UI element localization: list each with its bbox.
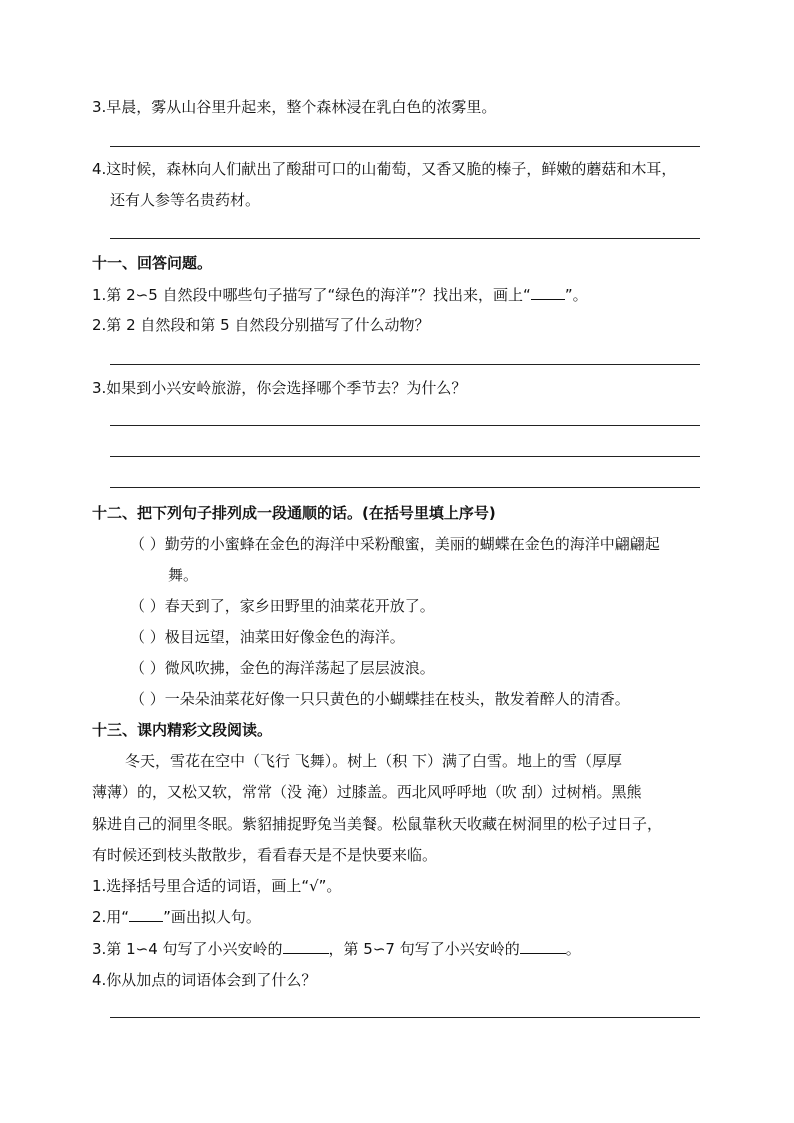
answer-line[interactable] xyxy=(110,146,700,147)
answer-line[interactable] xyxy=(110,425,700,426)
q10-item4-line1: 4.这时候，森林向人们献出了酸甜可口的山葡萄，又香又脆的榛子，鲜嫩的蘑菇和木耳， xyxy=(92,160,677,178)
q12-option-text: 一朵朵油菜花好像一只只黄色的小蝴蝶挂在枝头，散发着醉人的清香。 xyxy=(164,690,630,708)
q11-item2: 2.第 2 自然段和第 5 自然段分别描写了什么动物？ xyxy=(92,316,430,334)
answer-line[interactable] xyxy=(110,364,700,365)
answer-line[interactable] xyxy=(110,1017,700,1018)
q13-item4: 4.你从加点的词语体会到了什么？ xyxy=(92,971,317,989)
q12-option-4 xyxy=(130,658,435,678)
order-blank[interactable]: （ ） xyxy=(130,597,165,615)
passage-line: 薄薄）的，又松又软，常常（没 淹）过膝盖。西北风呼呼地（吹 刮）过树梢。黑熊 xyxy=(92,783,642,801)
q12-heading-text: 十二、把下列句子排列成一段通顺的话。 xyxy=(92,504,363,522)
q13-heading: 十三、课内精彩文段阅读。 xyxy=(92,721,273,739)
q12-option-text: 极目远望，油菜田好像金色的海洋。 xyxy=(164,628,405,646)
q12-option-1 xyxy=(130,534,660,554)
q11-item1-text: 1.第 2∽5 自然段中哪些句子描写了“绿色的海洋”？找出来，画上“ xyxy=(92,286,531,304)
q12-option-1-cont: 舞。 xyxy=(168,566,199,584)
q12-option-text: 春天到了，家乡田野里的油菜花开放了。 xyxy=(164,597,435,615)
q12-option-2 xyxy=(130,596,435,616)
q12-option-text: 微风吹拂，金色的海洋荡起了层层波浪。 xyxy=(164,659,435,677)
order-blank[interactable]: （ ） xyxy=(130,628,165,646)
q12-heading-note: (在括号里填上序号) xyxy=(362,504,496,522)
answer-line[interactable] xyxy=(110,487,700,488)
q11-heading: 十一、回答问题。 xyxy=(92,254,213,272)
q12-heading xyxy=(92,503,496,523)
q12-option-5 xyxy=(130,689,630,709)
underline-sample xyxy=(531,285,565,300)
q11-item1 xyxy=(92,285,588,305)
q13-item3-text: 3.第 1∽4 句写了小兴安岭的 xyxy=(92,940,283,958)
answer-line[interactable] xyxy=(110,456,700,457)
answer-line[interactable] xyxy=(110,238,700,239)
q12-option-3 xyxy=(130,627,405,647)
passage-line: 有时候还到枝头散散步，看看春天是不是快要来临。 xyxy=(92,846,438,864)
fill-blank[interactable] xyxy=(283,939,329,954)
q13-item1: 1.选择括号里合适的词语，画上“√”。 xyxy=(92,877,342,895)
q11-item3: 3.如果到小兴安岭旅游，你会选择哪个季节去？为什么？ xyxy=(92,379,467,397)
q13-item2-text: 2.用“ xyxy=(92,908,130,926)
q10-item4-line2: 还有人参等名贵药材。 xyxy=(110,191,261,209)
q13-item2 xyxy=(92,907,261,927)
q13-item3-text: ，第 5∽7 句写了小兴安岭的 xyxy=(328,940,520,958)
passage-line: 冬天，雪花在空中（飞行 飞舞）。树上（积 下）满了白雪。地上的雪（厚厚 xyxy=(125,752,623,770)
q10-item3: 3.早晨，雾从山谷里升起来，整个森林浸在乳白色的浓雾里。 xyxy=(92,98,497,116)
order-blank[interactable]: （ ） xyxy=(130,659,165,677)
order-blank[interactable]: （ ） xyxy=(130,690,165,708)
fill-blank[interactable] xyxy=(520,939,566,954)
q12-option-text: 勤劳的小蜜蜂在金色的海洋中采粉酿蜜，美丽的蝴蝶在金色的海洋中翩翩起 xyxy=(164,535,660,553)
q13-item2-end: ”画出拟人句。 xyxy=(163,908,261,926)
passage-line: 躲进自己的洞里冬眠。紫貂捕捉野兔当美餐。松鼠靠秋天收藏在树洞里的松子过日子， xyxy=(92,815,663,833)
underline-sample xyxy=(129,907,163,922)
q13-item3-end: 。 xyxy=(565,940,581,958)
q11-item1-end: ”。 xyxy=(564,286,588,304)
q13-item3 xyxy=(92,939,581,959)
order-blank[interactable]: （ ） xyxy=(130,535,165,553)
